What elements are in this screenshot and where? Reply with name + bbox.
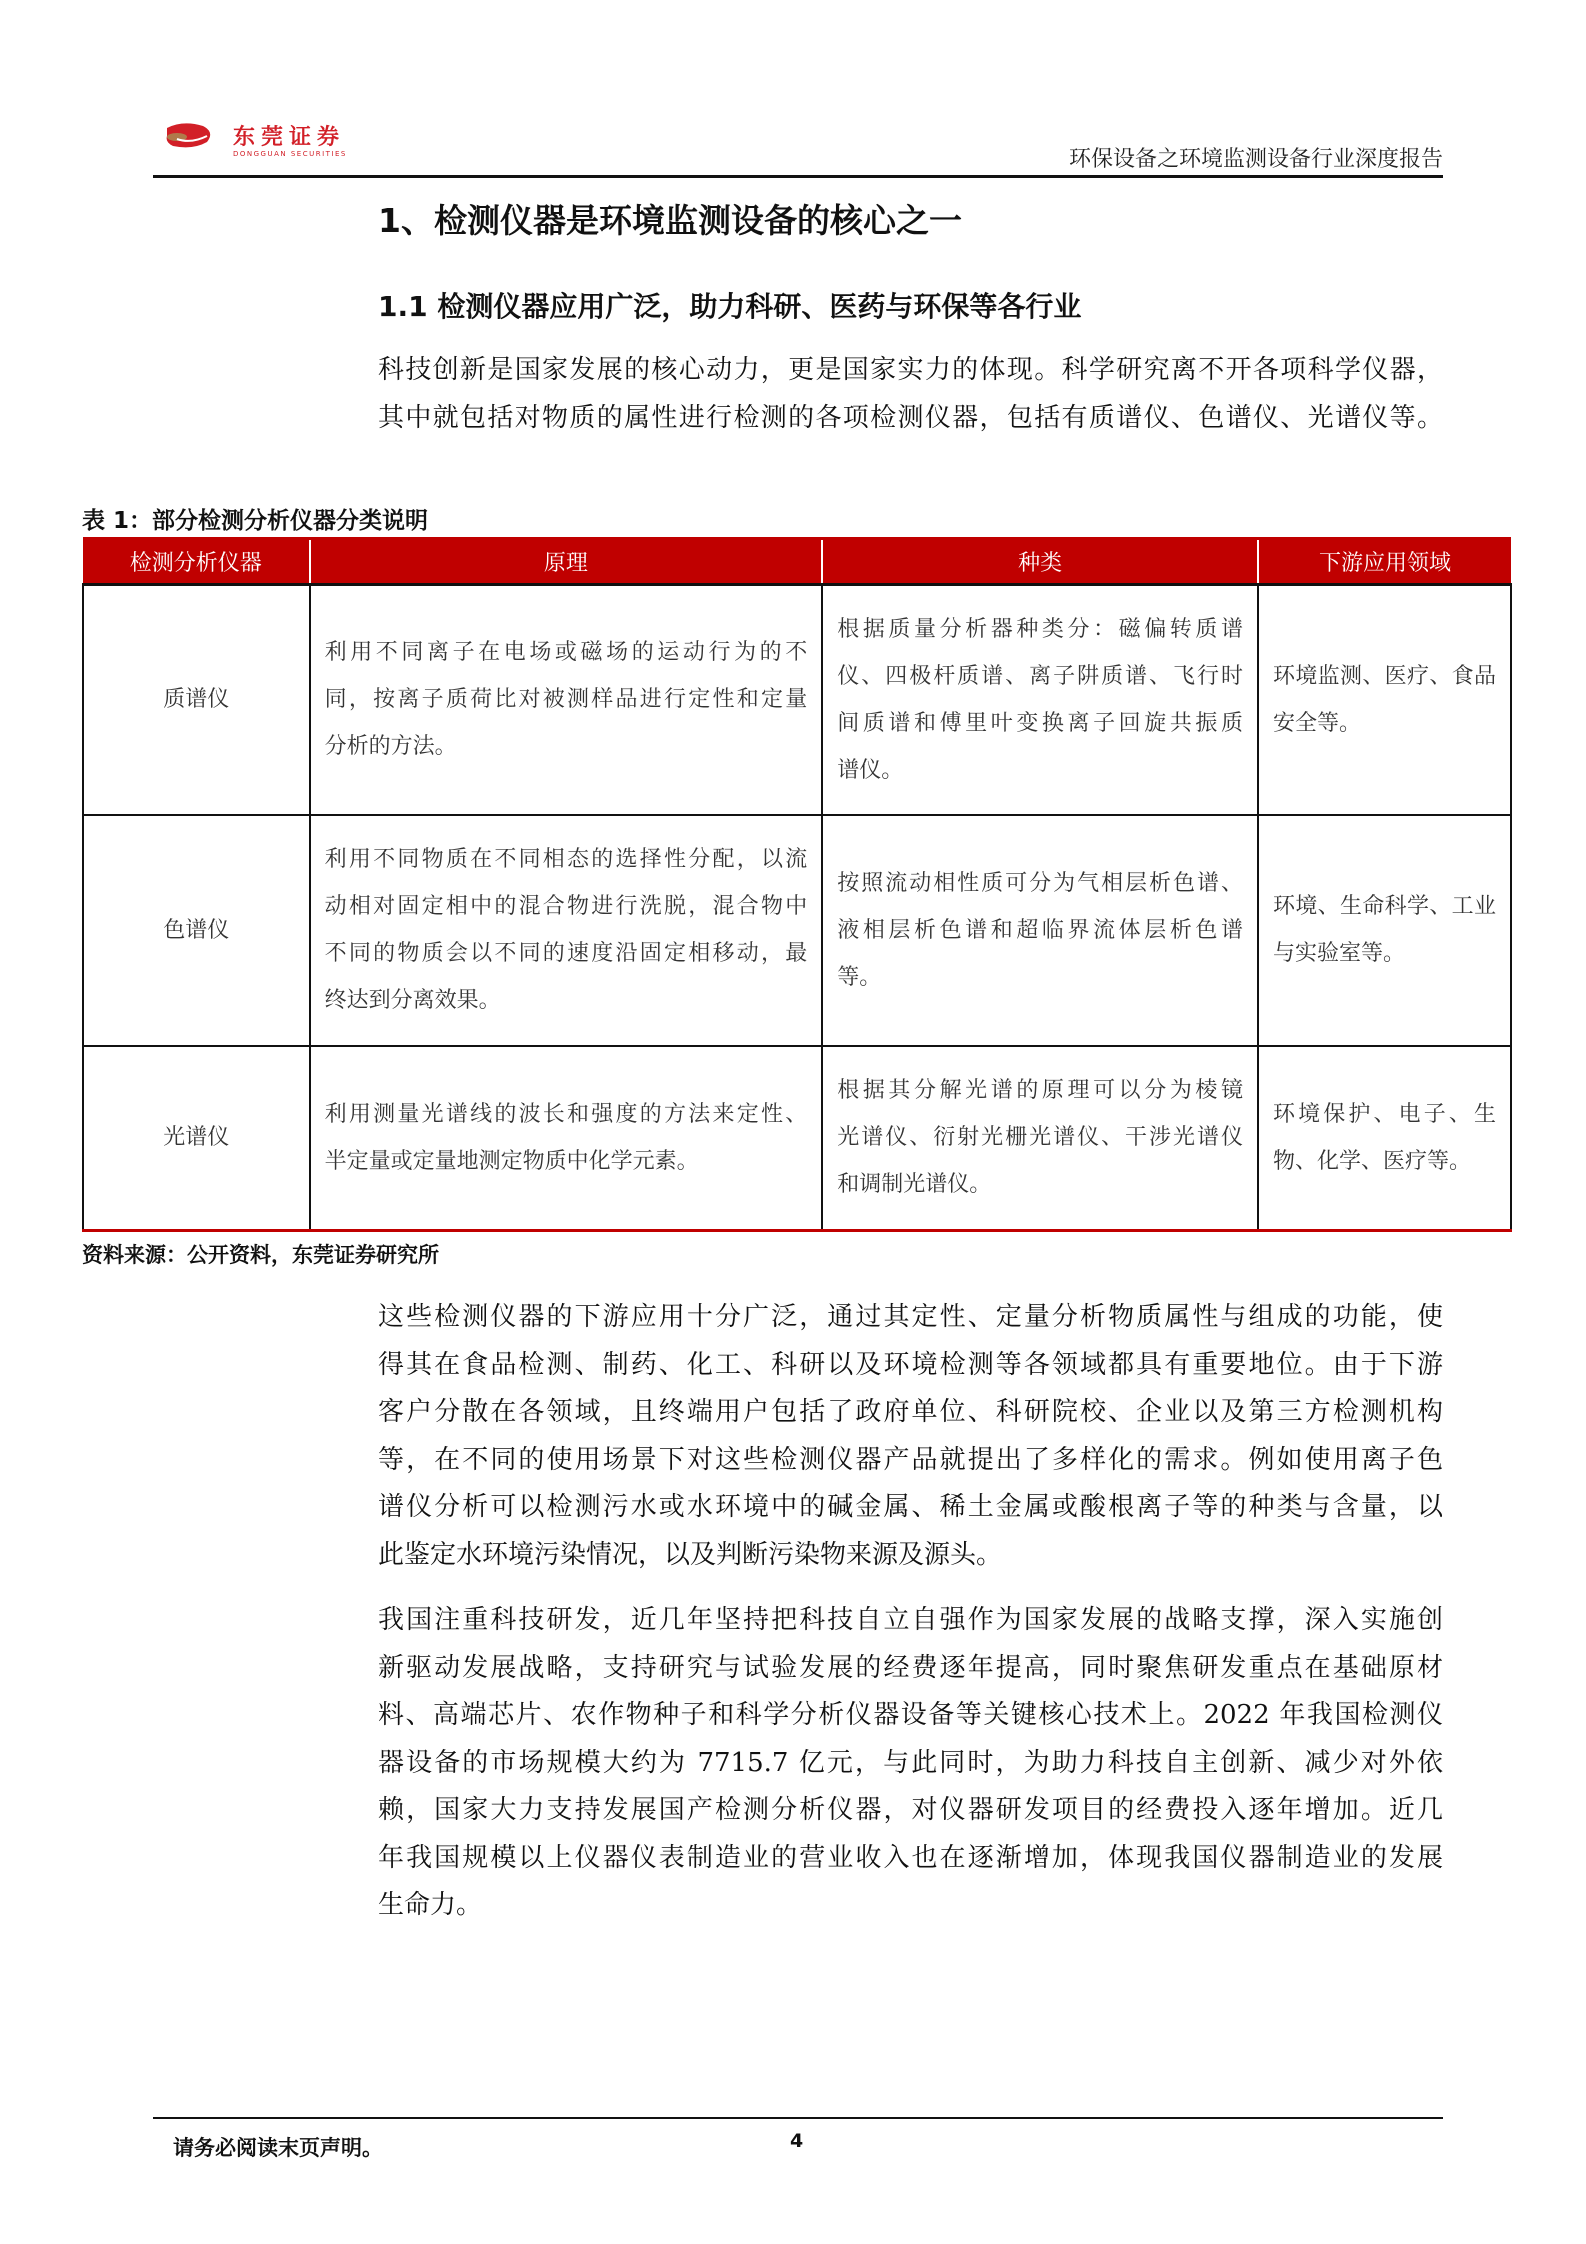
table-row xyxy=(83,815,1511,1046)
principle-cell: 利用不同离子在电场或磁场的运动行为的不 同，按离子质荷比对被测样品进行定性和定量 分析的方法。 xyxy=(310,585,823,815)
types-cell: 按照流动相性质可分为气相层析色谱、 液相层析色谱和超临界流体层析色谱 等。 xyxy=(822,815,1258,1046)
types-cell: 根据其分解光谱的原理可以分为棱镜 光谱仪、衍射光栅光谱仪、干涉光谱仪 和调制光谱仪。 xyxy=(822,1046,1258,1231)
table-row xyxy=(83,585,1511,815)
table-source: 资料来源：公开资料，东莞证券研究所 xyxy=(82,1243,439,1267)
uses-cell: 环境保护、电子、生 物、化学、医疗等。 xyxy=(1258,1046,1511,1231)
company-logo xyxy=(163,120,403,160)
text-line: 科技创新是国家发展的核心动力，更是国家实力的体现。科学研究离不开各项科学仪器， xyxy=(378,355,1443,385)
instrument-name: 质谱仪 xyxy=(83,585,310,815)
uses-cell: 环境监测、医疗、食品 安全等。 xyxy=(1258,585,1511,815)
subsection-title: 1.1 检测仪器应用广泛，助力科研、医药与环保等各行业 xyxy=(378,290,1082,323)
table-row xyxy=(83,1046,1511,1231)
svg-text:东莞证券: 东莞证券 xyxy=(233,124,346,150)
table-caption: 表 1：部分检测分析仪器分类说明 xyxy=(82,508,429,534)
section-title: 1、检测仪器是环境监测设备的核心之一 xyxy=(378,201,962,240)
instrument-name: 光谱仪 xyxy=(83,1046,310,1231)
svg-text:DONGGUAN SECURITIES: DONGGUAN SECURITIES xyxy=(233,150,347,158)
header-divider xyxy=(153,175,1443,178)
paragraph-applications: 这些检测仪器的下游应用十分广泛，通过其定性、定量分析物质属性与组成的功能，使 得其在食品检测、制药、化工、科研以及环境检测等各领域都具有重要地位。由于下游 客户分散在各领域，且终端用户包括了政府单位、科研院校、企业以及第三方检测机构 等，在不同的使用场景下对这些检测仪器产品就提出了多样化的需求。例如使用离子色 谱仪分析可以检测污水或水环境中的碱金属、稀土金属或酸根离子等的种类与含量，以 此鉴定水环境污染情况，以及判断污染物来源及源头。 xyxy=(378,1302,1443,1570)
paragraph-policy: 我国注重科技研发，近几年坚持把科技自立自强作为国家发展的战略支撑，深入实施创 新驱动发展战略，支持研究与试验发展的经费逐年提高，同时聚焦研发重点在基础原材 料、高端芯片、农作物种子和科学分析仪器设备等关键核心技术上。2022 年我国检测仪 器设备的市场规模大约为 7715.7 亿元，与此同时，为助力科技自主创新、减少对外依 赖，国家大力支持发展国产检测分析仪器，对仪器研发项目的经费投入逐年增加。近几 年我国规模以上仪器仪表制造业的营业收入也在逐渐增加，体现我国仪器制造业的发展 生命力。 xyxy=(378,1605,1443,1920)
page-number: 4 xyxy=(790,2130,804,2152)
header-cell: 检测分析仪器 xyxy=(83,539,310,585)
principle-cell: 利用不同物质在不同相态的选择性分配，以流 动相对固定相中的混合物进行洗脱，混合物中 不同的物质会以不同的速度沿固定相移动，最 终达到分离效果。 xyxy=(310,815,823,1046)
intro-paragraph xyxy=(378,347,1443,442)
table-header-row xyxy=(83,539,1511,585)
instrument-table xyxy=(82,537,1512,1232)
text-line: 其中就包括对物质的属性进行检测的各项检测仪器，包括有质谱仪、色谱仪、光谱仪等。 xyxy=(378,402,1443,433)
header-cell: 下游应用领域 xyxy=(1258,539,1511,585)
types-cell: 根据质量分析器种类分：磁偏转质谱 仪、四极杆质谱、离子阱质谱、飞行时 间质谱和傅里叶变换离子回旋共振质 谱仪。 xyxy=(822,585,1258,815)
principle-cell: 利用测量光谱线的波长和强度的方法来定性、 半定量或定量地测定物质中化学元素。 xyxy=(310,1046,823,1231)
header-cell: 种类 xyxy=(822,539,1258,585)
footer-divider xyxy=(153,2117,1443,2119)
footer-disclaimer: 请务必阅读末页声明。 xyxy=(173,2136,383,2160)
header-cell: 原理 xyxy=(310,539,823,585)
uses-cell: 环境、生命科学、工业 与实验室等。 xyxy=(1258,815,1511,1046)
report-title: 环保设备之环境监测设备行业深度报告 xyxy=(1068,147,1443,172)
instrument-name: 色谱仪 xyxy=(83,815,310,1046)
